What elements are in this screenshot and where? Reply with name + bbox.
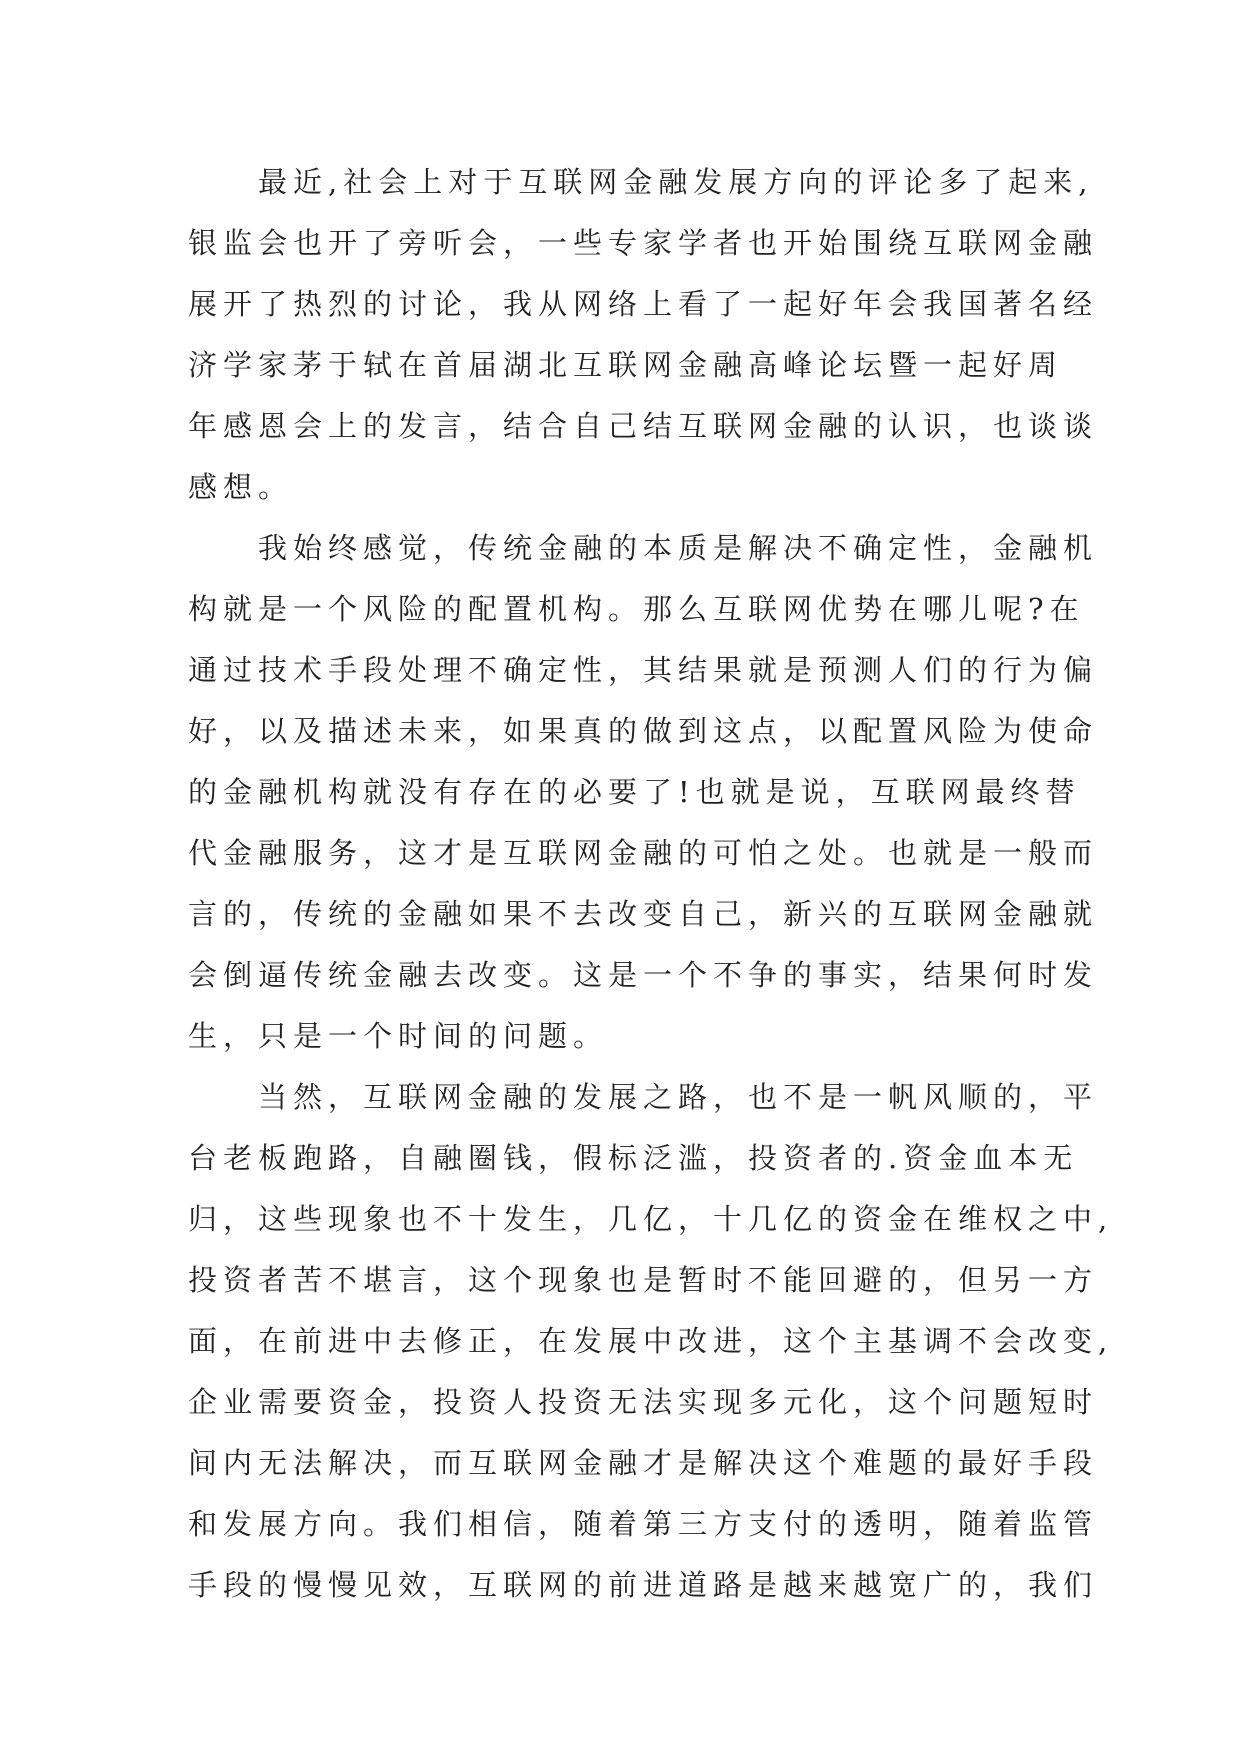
paragraph-2-line-8: 会倒逼传统金融去改变。这是一个不争的事实，结果何时发 [188, 958, 1099, 992]
paragraph-2-line-3: 通过技术手段处理不确定性，其结果就是预测人们的行为偏 [188, 653, 1099, 687]
paragraph-2-line-9: 生，只是一个时间的问题。 [188, 1019, 609, 1053]
paragraph-3-line-6: 企业需要资金，投资人投资无法实现多元化，这个问题短时 [188, 1385, 1099, 1419]
paragraph-3-line-3: 归，这些现象也不十发生，几亿，十几亿的资金在维权之中, [188, 1202, 1114, 1236]
paragraph-3-line-9: 手段的慢慢见效，互联网的前进道路是越来越宽广的，我们 [188, 1568, 1099, 1602]
paragraph-2-line-5: 的金融机构就没有存在的必要了!也就是说，互联网最终替 [188, 775, 1081, 809]
paragraph-3-line-2: 台老板跑路，自融圈钱，假标泛滥，投资者的.资金血本无 [188, 1141, 1079, 1175]
paragraph-1-line-6: 感想。 [188, 470, 294, 504]
paragraph-2-line-6: 代金融服务，这才是互联网金融的可怕之处。也就是一般而 [188, 836, 1099, 870]
paragraph-2-line-7: 言的，传统的金融如果不去改变自己，新兴的互联网金融就 [188, 897, 1099, 931]
paragraph-3-line-4: 投资者苦不堪言，这个现象也是暂时不能回避的，但另一方 [188, 1263, 1099, 1297]
paragraph-1-line-5: 年感恩会上的发言，结合自己结互联网金融的认识，也谈谈 [188, 409, 1099, 443]
paragraph-3-line-1: 当然，互联网金融的发展之路，也不是一帆风顺的，平 [258, 1080, 1099, 1114]
paragraph-1-line-4: 济学家茅于轼在首届湖北互联网金融高峰论坛暨一起好周 [188, 348, 1064, 382]
paragraph-2-line-4: 好，以及描述未来，如果真的做到这点，以配置风险为使命 [188, 714, 1099, 748]
paragraph-3-line-7: 间内无法解决，而互联网金融才是解决这个难题的最好手段 [188, 1446, 1099, 1480]
paragraph-3-line-8: 和发展方向。我们相信，随着第三方支付的透明，随着监管 [188, 1507, 1099, 1541]
document-body [188, 152, 1114, 1616]
paragraph-1-line-3: 展开了热烈的讨论，我从网络上看了一起好年会我国著名经 [188, 287, 1099, 321]
paragraph-1-line-1: 最近,社会上对于互联网金融发展方向的评论多了起来, [258, 165, 1094, 199]
paragraph-2-line-1: 我始终感觉，传统金融的本质是解决不确定性，金融机 [258, 531, 1099, 565]
paragraph-3-line-5: 面，在前进中去修正，在发展中改进，这个主基调不会改变, [188, 1324, 1114, 1358]
paragraph-1-line-2: 银监会也开了旁听会，一些专家学者也开始围绕互联网金融 [188, 226, 1099, 260]
paragraph-2-line-2: 构就是一个风险的配置机构。那么互联网优势在哪儿呢?在 [188, 592, 1085, 626]
